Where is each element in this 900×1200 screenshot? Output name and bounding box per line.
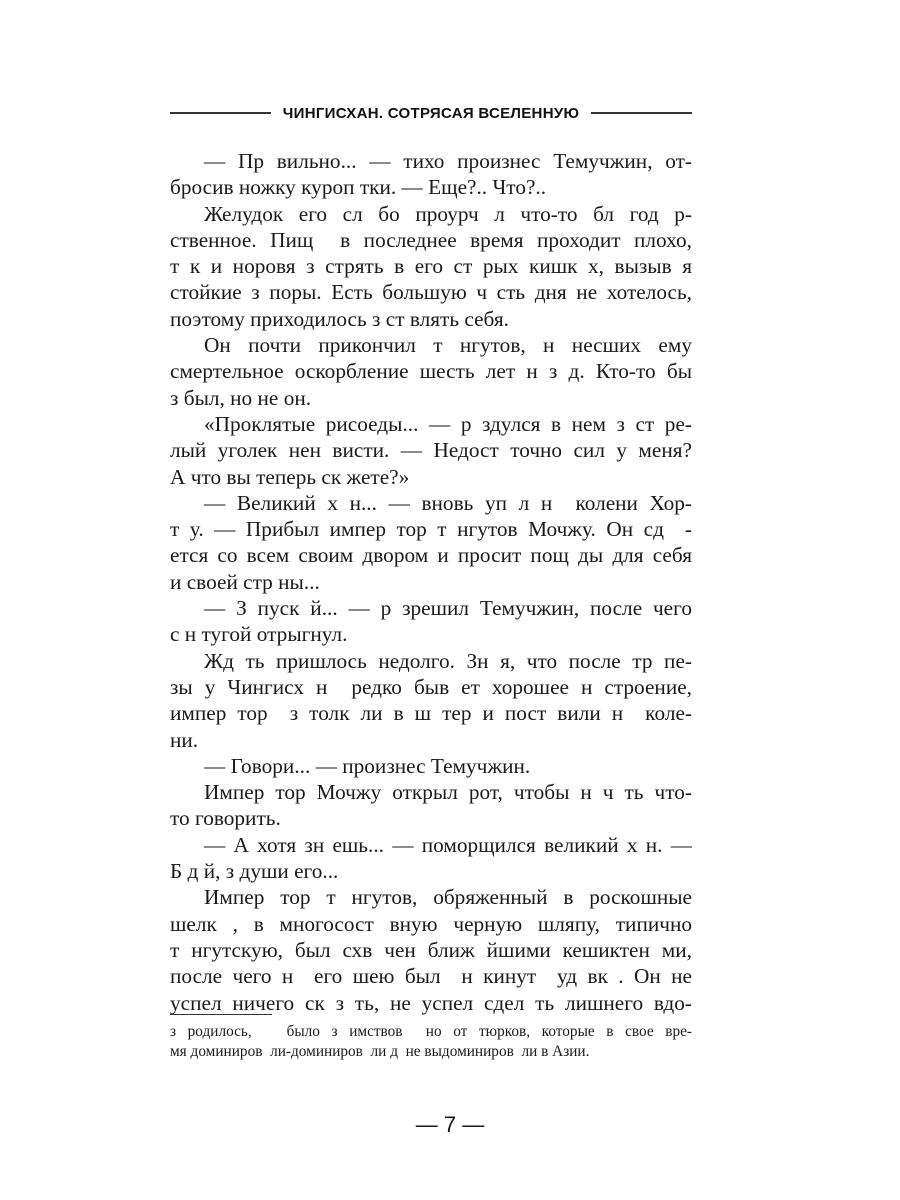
text-line: стойкие з поры. Есть большую ч сть дня не хотелось, (170, 280, 692, 305)
text-line: т нгутскую, был схв чен ближ йшими кешиктен ми, (170, 937, 692, 962)
text-line: ственное. Пищ в последнее время проходит плохо, (170, 227, 692, 252)
footnote-rule (170, 1014, 272, 1015)
text-line: после чего н его шею был н кинут уд вк . Он не (170, 964, 692, 989)
text-line: «Проклятые рисоеды... — р здулся в нем з ст ре- (204, 411, 692, 436)
text-line: лый уголек нен висти. — Недост точно сил у меня? (170, 438, 692, 463)
header-rule-right (591, 112, 692, 114)
text-line: т у. — Прибыл импер тор т нгутов Мочжу. Он сд - (170, 517, 692, 542)
header-rule-left (170, 112, 271, 114)
text-line: — А хотя зн ешь... — поморщился великий х н. — (204, 832, 692, 857)
text-line: бросив ножку куроп тки. — Еще?.. Что?.. (170, 175, 547, 200)
text-line: А что вы теперь ск жете?» (170, 464, 410, 489)
text-line: с н тугой отрыгнул. (170, 622, 348, 647)
footnote-line: мя доминиров ли-доминиров ли д не выдоминиров ли в Азии. (170, 1043, 590, 1060)
footnote (170, 1022, 692, 1062)
text-line: шелк , в многосост вную черную шляпу, типично (170, 911, 692, 936)
text-line: — Пр вильно... — тихо произнес Темучжин, от- (204, 149, 692, 173)
text-line: Б д й, з души его... (170, 859, 339, 884)
text-line: Жд ть пришлось недолго. Зн я, что после тр пе- (204, 648, 692, 673)
running-header (170, 100, 692, 126)
text-line: то говорить. (170, 806, 281, 831)
text-line: Импер тор Мочжу открыл рот, чтобы н ч ть что- (204, 780, 692, 805)
text-line: Он почти прикончил т нгутов, н несших ему (204, 333, 692, 358)
text-line: зы у Чингисх н редко быв ет хорошее н строение, (170, 674, 692, 699)
body-text (170, 148, 692, 1016)
text-line: т к и норовя з стрять в его ст рых кишк х, вызыв я (170, 254, 692, 279)
running-title: ЧИНГИСХАН. СОТРЯСАЯ ВСЕЛЕННУЮ (282, 104, 580, 122)
text-line: и своей стр ны... (170, 569, 320, 594)
text-line: Импер тор т нгутов, обряженный в роскошные (204, 885, 692, 910)
text-line: — Говори... — произнес Темучжин. (204, 753, 531, 778)
text-line: смертельное оскорбление шесть лет н з д. Кто-то бы (170, 359, 692, 384)
text-line: Желудок его сл бо проурч л что-то бл год р- (204, 201, 692, 226)
text-line: ется со всем своим двором и просит пощ ды для себя (170, 543, 692, 568)
text-line: — Великий х н... — вновь уп л н колени Хор- (204, 490, 692, 515)
text-line: з был, но не он. (170, 385, 312, 410)
text-line: ни. (170, 727, 199, 752)
text-line: поэтому приходилось з ст влять себя. (170, 306, 509, 331)
text-line: импер тор з толк ли в ш тер и пост вили н коле- (170, 701, 692, 726)
text-line: успел ничего ск з ть, не успел сдел ть лишнего вдо- (170, 990, 692, 1015)
text-line: — З пуск й... — р зрешил Темучжин, после чего (204, 596, 692, 621)
footnote-line: з родилось, было з имствов но от тюрков, которые в свое вре- (170, 1023, 692, 1040)
page-number: — 7 — (415, 1112, 485, 1137)
